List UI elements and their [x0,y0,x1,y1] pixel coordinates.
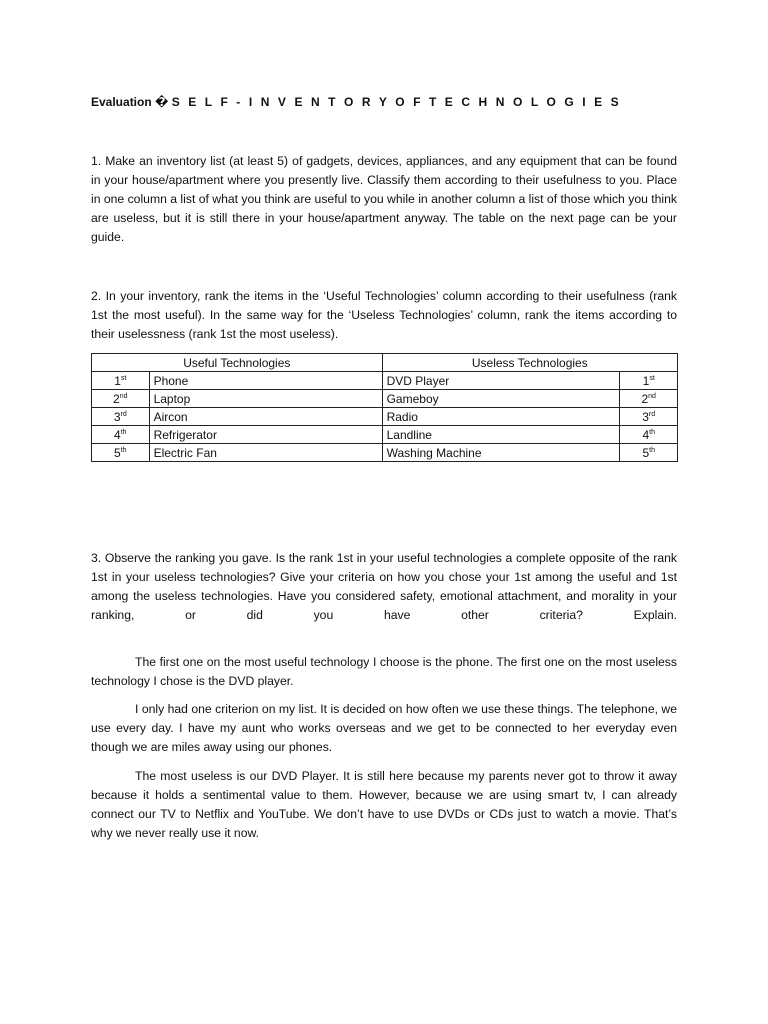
useless-rank: 5th [620,444,678,462]
useless-item: Radio [382,408,620,426]
table-header-row [92,354,678,372]
useful-item: Phone [149,372,382,390]
useless-rank: 4th [620,426,678,444]
useless-rank: 1st [620,372,678,390]
useless-item: Washing Machine [382,444,620,462]
title-prefix: Evaluation � [91,95,172,109]
useless-item: Landline [382,426,620,444]
answer-paragraph-3: The most useless is our DVD Player. It is still here because my parents never got to throw it away because it holds a sentimental value to them. However, because we are using smart tv, I can already connect our TV to Netflix and YouTube. We don’t have to use DVDs or CDs just to watch a movie. That’s why we never really use it now. [91,769,677,840]
useless-rank: 3rd [620,408,678,426]
table-row [92,390,678,408]
question-1: 1. Make an inventory list (at least 5) of gadgets, devices, appliances, and any equipment that can be found in your house/apartment where you presently live. Classify them according to their usefulness to you. Place in one column a list of what you think are useful to you while in another column a list of those which you think are useless, but it is still there in your house/apartment anyway. The table on the next page can be your guide. [91,154,677,244]
useful-rank: 1st [92,372,150,390]
technologies-table [91,353,678,462]
useful-rank: 2nd [92,390,150,408]
table-row [92,426,678,444]
useful-rank: 5th [92,444,150,462]
useless-item: Gameboy [382,390,620,408]
useful-header: Useful Technologies [92,354,383,372]
useful-item: Electric Fan [149,444,382,462]
table-row [92,408,678,426]
useless-rank: 2nd [620,390,678,408]
useful-rank: 3rd [92,408,150,426]
table-row [92,444,678,462]
useful-item: Aircon [149,408,382,426]
table-row [92,372,678,390]
useless-item: DVD Player [382,372,620,390]
title-main: S E L F - I N V E N T O R Y O F T E C H N O L O G I E S [171,95,622,109]
question-3: 3. Observe the ranking you gave. Is the rank 1st in your useful technologies a complete opposite of the rank 1st in your useless technologies? Give your criteria on how you chose your 1st among the useful and 1st among the useless technologies. Have you considered safety, emotional attachment, and morality in your ranking, or did you have other criteria? Explain. [91,551,677,622]
useful-item: Laptop [149,390,382,408]
useless-header: Useless Technologies [382,354,677,372]
question-2: 2. In your inventory, rank the items in the ‘Useful Technologies’ column according to their usefulness (rank 1st the most useful). In the same way for the ‘Useless Technologies’ column, rank the items according to their uselessness (rank 1st the most useless). [91,289,677,341]
answer-paragraph-1: The first one on the most useful technology I choose is the phone. The first one on the most useless technology I chose is the DVD player. [91,655,677,688]
answer-paragraph-2: I only had one criterion on my list. It is decided on how often we use these things. The telephone, we use every day. I have my aunt who works overseas and we get to be connected to her everyday even though we are miles away using our phones. [91,702,677,754]
useful-rank: 4th [92,426,150,444]
useful-item: Refrigerator [149,426,382,444]
document-title [91,95,621,109]
